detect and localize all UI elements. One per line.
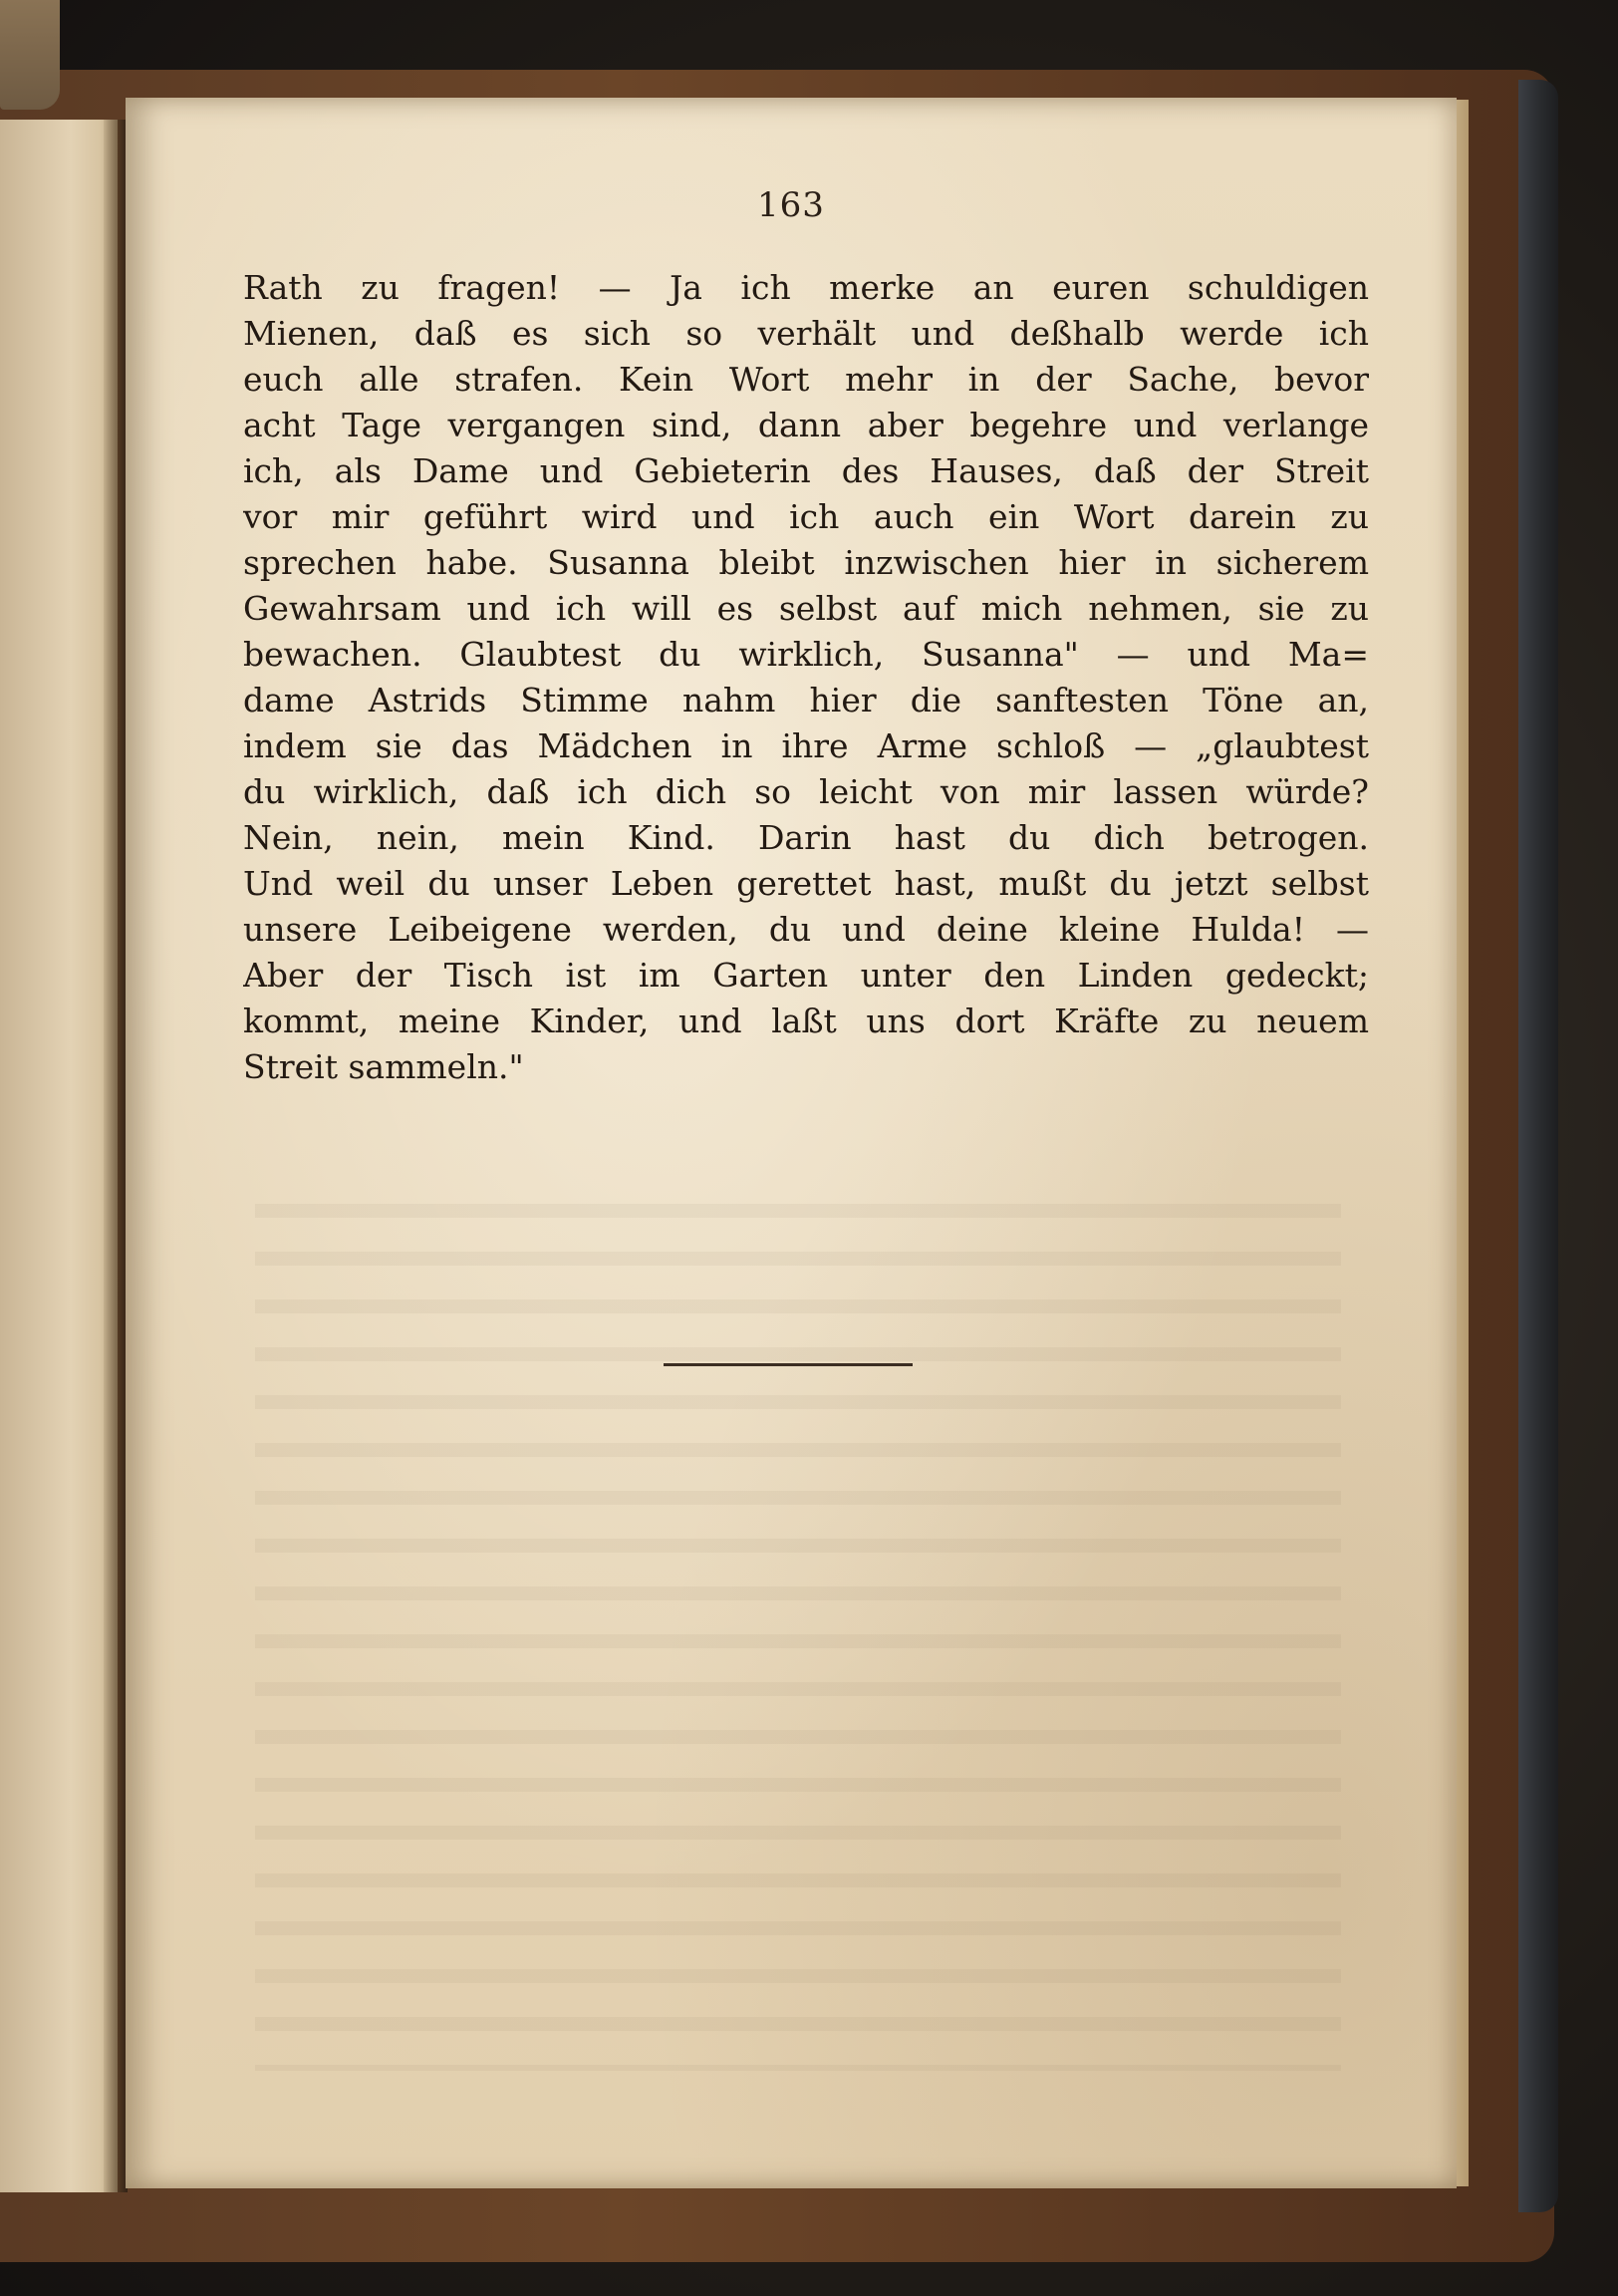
text-line: du wirklich, daß ich dich so leicht von mir lassen würde? [243, 772, 1369, 811]
text-line: Aber der Tisch ist im Garten unter den Linden gedeckt; [243, 956, 1369, 995]
text-line: Und weil du unser Leben gerettet hast, mußt du jetzt selbst [243, 864, 1369, 903]
text-line: vor mir geführt wird und ich auch ein Wort darein zu [243, 497, 1369, 536]
text-line: unsere Leibeigene werden, du und deine kleine Hulda! — [243, 910, 1369, 949]
text-line: kommt, meine Kinder, und laßt uns dort Kräfte zu neuem [243, 1002, 1369, 1040]
show-through-texture [255, 1174, 1341, 2071]
text-line: Mienen, daß es sich so verhält und deßhalb werde ich [243, 314, 1369, 353]
book-cover-edge [1518, 80, 1558, 2212]
bookmark-ribbon [0, 0, 60, 110]
left-page-edge [0, 120, 118, 2192]
section-divider [664, 1363, 913, 1366]
text-line: acht Tage vergangen sind, dann aber begehre und verlange [243, 406, 1369, 444]
text-line: Streit sammeln." [243, 1047, 524, 1086]
text-line: sprechen habe. Susanna bleibt inzwischen hier in sicherem [243, 543, 1369, 582]
book-gutter [104, 120, 128, 2192]
text-line: Nein, nein, mein Kind. Darin hast du dich betrogen. [243, 818, 1369, 857]
text-line: euch alle strafen. Kein Wort mehr in der Sache, bevor [243, 360, 1369, 399]
text-line: Rath zu fragen! — Ja ich merke an euren schuldigen [243, 268, 1369, 307]
text-line: dame Astrids Stimme nahm hier die sanftesten Töne an, [243, 681, 1369, 719]
text-line: indem sie das Mädchen in ihre Arme schloß — „glaubtest [243, 726, 1369, 765]
book-page [126, 98, 1457, 2188]
page-text [243, 265, 1369, 1090]
page-number: 163 [757, 185, 825, 225]
text-line: ich, als Dame und Gebieterin des Hauses, daß der Streit [243, 451, 1369, 490]
text-line: Gewahrsam und ich will es selbst auf mich nehmen, sie zu [243, 589, 1369, 628]
text-line: bewachen. Glaubtest du wirklich, Susanna" — und Ma= [243, 635, 1369, 674]
